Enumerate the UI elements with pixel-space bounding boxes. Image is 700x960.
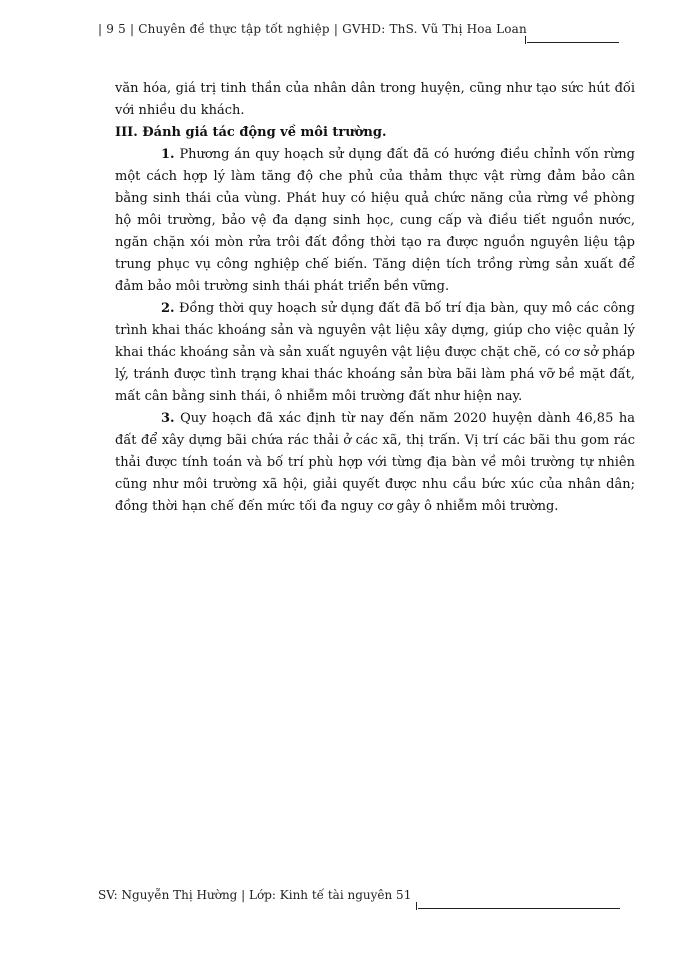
footer-divider-bar (416, 902, 417, 910)
item-text: Đồng thời quy hoạch sử dụng đất đã bố trí địa bàn, quy mô các công trình khai thác khoáng sản và nguyên vật liệu xây dựng, giúp cho việc quản lý khai thác khoáng sản và sản xuất nguyên vật liệu được chặt chẽ, có cơ sở pháp lý, tránh được tình trạng khai thác khoáng sản bừa bãi làm phá vỡ bề mặt đất, mất cân bằng sinh thái, ô nhiễm môi trường đất như hiện nay. (115, 301, 635, 404)
page-footer (98, 888, 420, 912)
document-body (115, 78, 635, 518)
section-title: III. Đánh giá tác động về môi trường. (115, 125, 387, 140)
item-number: 2. (161, 301, 175, 316)
list-item (115, 408, 635, 518)
footer-rule (418, 908, 620, 909)
item-number: 1. (161, 147, 175, 162)
item-text: Quy hoạch đã xác định từ nay đến năm 2020 huyện dành 46,85 ha đất để xây dựng bãi chứa rác thải ở các xã, thị trấn. Vị trí các bãi thu gom rác thải được tính toán và bố trí phù hợp với từng địa bàn về môi trường tự nhiên cũng như môi trường xã hội, giải quyết được nhu cầu bức xúc của nhân dân; đồng thời hạn chế đến mức tối đa nguy cơ gây ô nhiễm môi trường. (115, 411, 635, 514)
list-item (115, 298, 635, 408)
header-rule (527, 42, 619, 43)
item-number: 3. (161, 411, 175, 426)
page-header (98, 22, 623, 46)
header-text: | 9 5 | Chuyên đề thực tập tốt nghiệp | GVHD: ThS. Vũ Thị Hoa Loan (98, 22, 527, 36)
footer-text: SV: Nguyễn Thị Hường | Lớp: Kinh tế tài nguyên 51 (98, 888, 412, 902)
list-item (115, 144, 635, 298)
intro-continuation: văn hóa, giá trị tinh thần của nhân dân trong huyện, cũng như tạo sức hút đối với nhiều du khách. (115, 81, 635, 118)
item-text: Phương án quy hoạch sử dụng đất đã có hướng điều chỉnh vốn rừng một cách hợp lý làm tăng độ che phủ của thảm thực vật rừng đảm bảo cân bằng sinh thái của vùng. Phát huy có hiệu quả chức năng của rừng về phòng hộ môi trường, bảo vệ đa dạng sinh học, cung cấp và điều tiết nguồn nước, ngăn chặn xói mòn rửa trôi đất đồng thời tạo ra được nguồn nguyên liệu tập trung phục vụ công nghiệp chế biến. Tăng diện tích trồng rừng sản xuất để đảm bảo môi trường sinh thái phát triển bền vững. (115, 147, 635, 294)
header-divider-bar (525, 36, 526, 44)
